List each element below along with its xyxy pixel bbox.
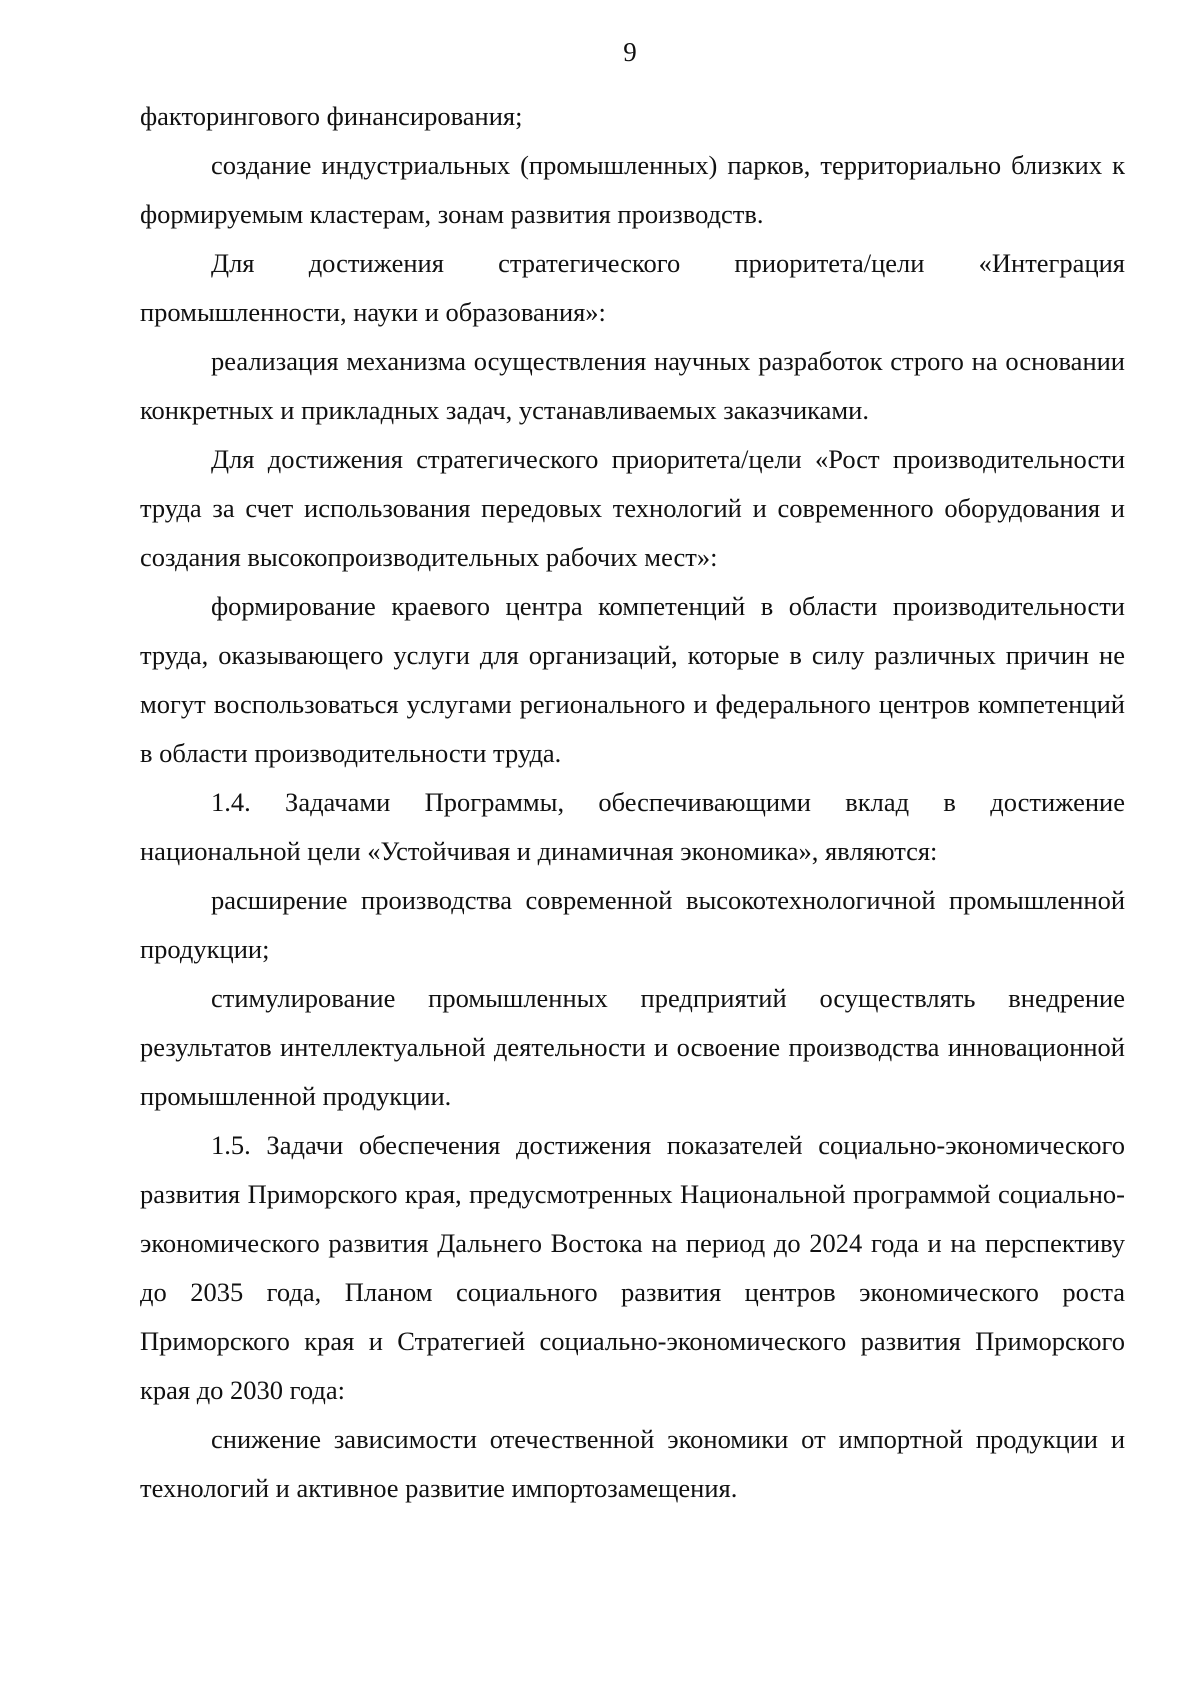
paragraph-section-1-5: 1.5. Задачи обеспечения достижения показателей социально-экономического развития Приморского края, предусмотренных Национальной программой социально-экономического развития Дальнего Востока на период до 2024 года и на перспективу до 2035 года, Планом социального развития центров экономического роста Приморского края и Стратегией социально-экономического развития Приморского края до 2030 года: bbox=[140, 1130, 1125, 1405]
paragraph-section-1-4: 1.4. Задачами Программы, обеспечивающими вклад в достижение национальной цели «Устойчивая и динамичная экономика», являются: bbox=[140, 787, 1125, 866]
paragraph-innovation-stimulation: стимулирование промышленных предприятий осуществлять внедрение результатов интеллектуальной деятельности и освоение производства инновационной промышленной продукции. bbox=[140, 983, 1125, 1111]
paragraph-integration-priority: Для достижения стратегического приоритета/цели «Интеграция промышленности, науки и образования»: bbox=[140, 248, 1125, 327]
paragraph-productivity-priority: Для достижения стратегического приоритета/цели «Рост производительности труда за счет использования передовых технологий и современного оборудования и создания высокопроизводительных рабочих мест»: bbox=[140, 444, 1125, 572]
paragraph-industrial-parks: создание индустриальных (промышленных) парков, территориально близких к формируемым кластерам, зонам развития производств. bbox=[140, 150, 1125, 229]
paragraph-import-substitution: снижение зависимости отечественной экономики от импортной продукции и технологий и активное развитие импортозамещения. bbox=[140, 1424, 1125, 1503]
page-number: 9 bbox=[623, 37, 637, 67]
paragraph-hightech-production: расширение производства современной высокотехнологичной промышленной продукции; bbox=[140, 885, 1125, 964]
paragraph-factoring-financing: факторингового финансирования; bbox=[140, 101, 523, 131]
document-body bbox=[140, 92, 1125, 1513]
paragraph-competence-center: формирование краевого центра компетенций в области производительности труда, оказывающего услуги для организаций, которые в силу различных причин не могут воспользоваться услугами регионального и федерального центров компетенций в области производительности труда. bbox=[140, 591, 1125, 768]
paragraph-scientific-developments: реализация механизма осуществления научных разработок строго на основании конкретных и прикладных задач, устанавливаемых заказчиками. bbox=[140, 346, 1125, 425]
